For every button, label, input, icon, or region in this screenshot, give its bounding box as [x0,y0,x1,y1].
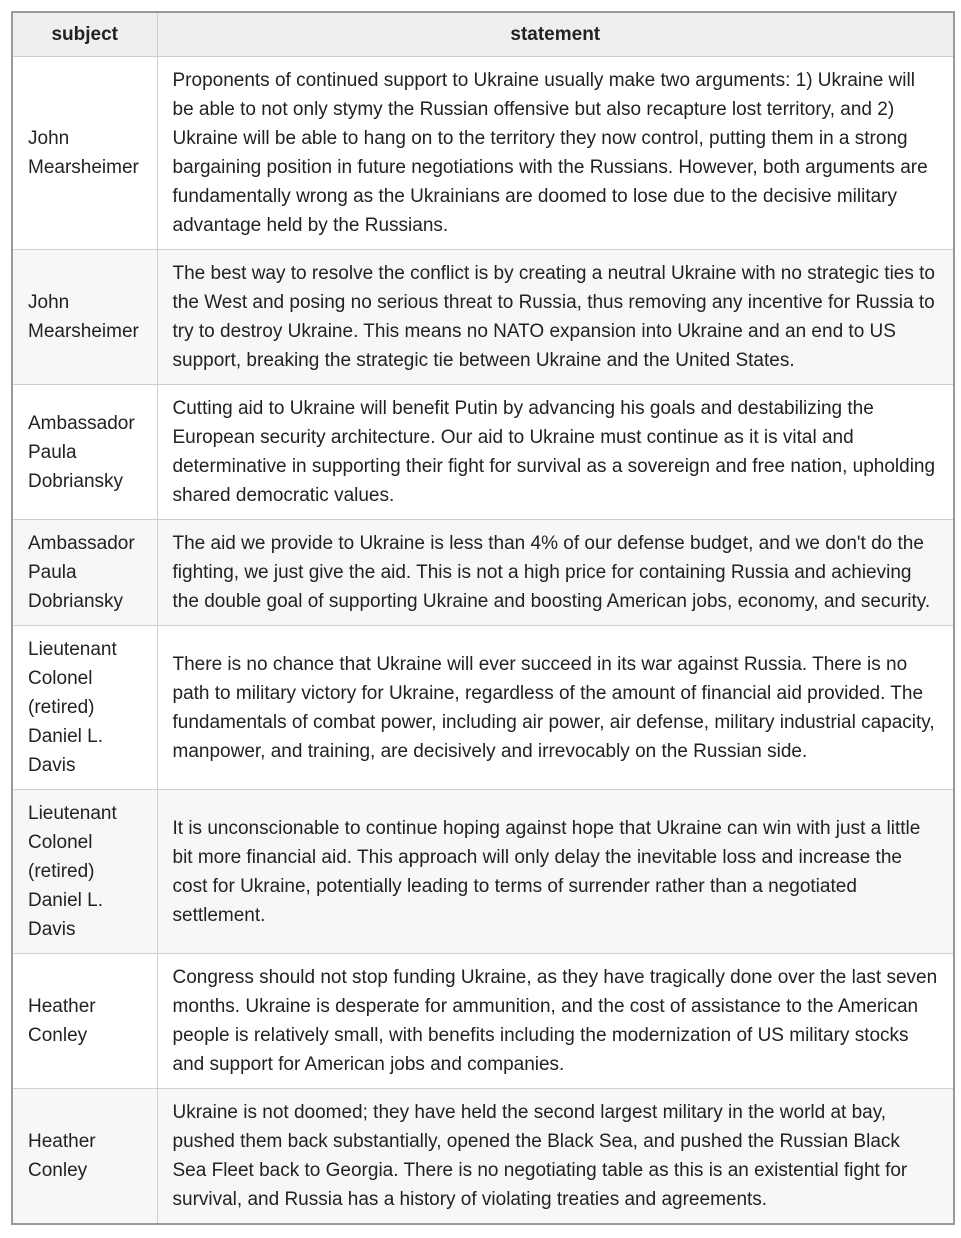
subject-cell: John Mearsheimer [12,57,157,250]
statements-table [11,11,955,1225]
subject-cell: Ambassador Paula Dobriansky [12,520,157,626]
table-row [12,626,954,790]
header-statement: statement [157,12,954,57]
statement-cell: Cutting aid to Ukraine will benefit Putin by advancing his goals and destabilizing the European security architecture. Our aid to Ukraine must continue as it is vital and determinative in supporting their fight for survival as a sovereign and free nation, upholding shared democratic values. [157,385,954,520]
subject-cell: John Mearsheimer [12,250,157,385]
table-row [12,954,954,1089]
subject-cell: Ambassador Paula Dobriansky [12,385,157,520]
subject-cell: Lieutenant Colonel (retired) Daniel L. Davis [12,626,157,790]
subject-cell: Lieutenant Colonel (retired) Daniel L. Davis [12,790,157,954]
subject-cell: Heather Conley [12,1089,157,1225]
table-row [12,57,954,250]
table-row [12,1089,954,1225]
table-body [12,57,954,1225]
table-row [12,790,954,954]
statement-cell: Proponents of continued support to Ukraine usually make two arguments: 1) Ukraine will be able to not only stymy the Russian offensive but also recapture lost territory, and 2) Ukraine will be able to hang on to the territory they now control, putting them in a strong bargaining position in future negotiations with the Russians. However, both arguments are fundamentally wrong as the Ukrainians are doomed to lose due to the decisive military advantage held by the Russians. [157,57,954,250]
header-row [12,12,954,57]
statement-cell: There is no chance that Ukraine will ever succeed in its war against Russia. There is no path to military victory for Ukraine, regardless of the amount of financial aid provided. The fundamentals of combat power, including air power, air defense, military industrial capacity, manpower, and training, are decisively and irrevocably on the Russian side. [157,626,954,790]
statements-table-container [11,11,953,1225]
statement-cell: The best way to resolve the conflict is by creating a neutral Ukraine with no strategic ties to the West and posing no serious threat to Russia, thus removing any incentive for Russia to try to destroy Ukraine. This means no NATO expansion into Ukraine and an end to US support, breaking the strategic tie between Ukraine and the United States. [157,250,954,385]
header-subject: subject [12,12,157,57]
statement-cell: It is unconscionable to continue hoping against hope that Ukraine can win with just a little bit more financial aid. This approach will only delay the inevitable loss and increase the cost for Ukraine, potentially leading to terms of surrender rather than a negotiated settlement. [157,790,954,954]
subject-cell: Heather Conley [12,954,157,1089]
statement-cell: The aid we provide to Ukraine is less than 4% of our defense budget, and we don't do the fighting, we just give the aid. This is not a high price for containing Russia and achieving the double goal of supporting Ukraine and boosting American jobs, economy, and security. [157,520,954,626]
statement-cell: Congress should not stop funding Ukraine, as they have tragically done over the last seven months. Ukraine is desperate for ammunition, and the cost of assistance to the American people is relatively small, with benefits including the modernization of US military stocks and support for American jobs and companies. [157,954,954,1089]
table-row [12,250,954,385]
table-row [12,385,954,520]
table-row [12,520,954,626]
table-header [12,12,954,57]
statement-cell: Ukraine is not doomed; they have held the second largest military in the world at bay, pushed them back substantially, opened the Black Sea, and pushed the Russian Black Sea Fleet back to Georgia. There is no negotiating table as this is an existential fight for survival, and Russia has a history of violating treaties and agreements. [157,1089,954,1225]
